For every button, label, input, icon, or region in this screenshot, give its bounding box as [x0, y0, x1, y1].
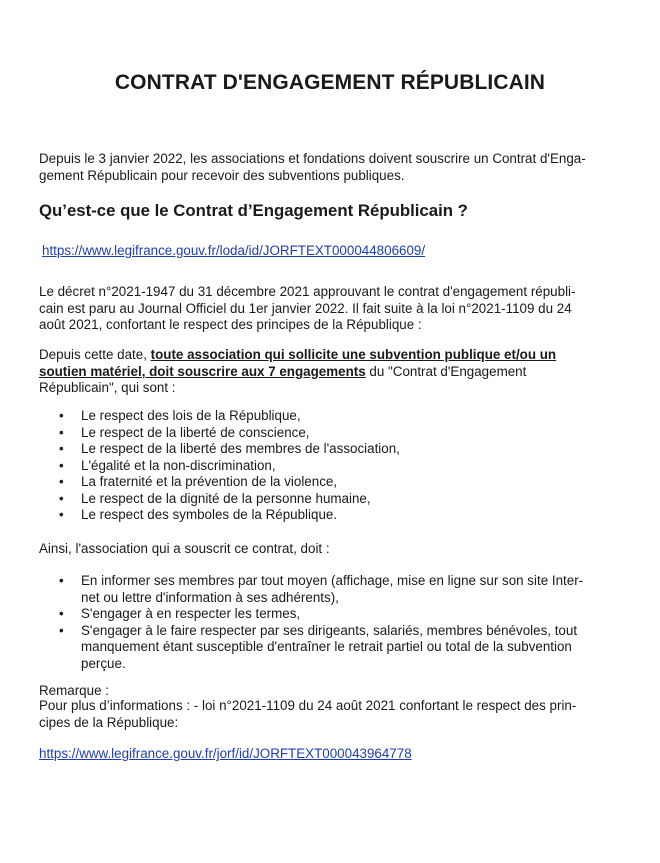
since-paragraph	[39, 347, 599, 397]
duty-item	[39, 623, 599, 673]
since-bold-text: toute association qui sollicite une subvention publique et/ou un	[150, 347, 557, 362]
section-heading: Qu’est-ce que le Contrat d’Engagement Républicain ?	[39, 201, 468, 220]
remarque-label: Remarque :	[39, 683, 109, 698]
document-title: CONTRAT D'ENGAGEMENT RÉPUBLICAIN	[114, 71, 546, 94]
duty-item	[39, 606, 599, 623]
engagement-item: • Le respect de la liberté de conscience,	[39, 425, 599, 442]
engagement-item: • La fraternité et la prévention de la violence,	[39, 474, 599, 491]
intro-paragraph	[39, 151, 599, 184]
decree-line: août 2021, confortant le respect des principes de la République :	[39, 317, 422, 332]
legifrance-link-1[interactable]: https://www.legifrance.gouv.fr/loda/id/JORFTEXT000044806609/	[42, 243, 426, 258]
engagement-item: • L'égalité et la non-discrimination,	[39, 458, 599, 475]
since-bold-text: soutien matériel, doit souscrire aux 7 engagements	[39, 363, 366, 379]
ainsi-paragraph: Ainsi, l'association qui a souscrit ce contrat, doit :	[39, 541, 330, 556]
engagements-list	[39, 408, 599, 524]
duty-line: S'engager à en respecter les termes,	[81, 606, 301, 621]
since-prefix: Depuis cette date,	[39, 347, 151, 362]
decree-line: Le décret n°2021-1947 du 31 décembre 2021 approuvant le contrat d'engagement républi-	[39, 284, 576, 299]
duty-line: net ou lettre d'information à ses adhérents),	[81, 589, 339, 605]
intro-line: Depuis le 3 janvier 2022, les associations et fondations doivent souscrire un Contrat d'Enga-	[39, 151, 586, 166]
info-line: cipes de la République:	[39, 714, 179, 730]
duty-line: S'engager à le faire respecter par ses dirigeants, salariés, membres bénévoles, tout	[81, 622, 578, 638]
info-paragraph	[39, 698, 599, 731]
engagement-item: • Le respect de la dignité de la personne humaine,	[39, 491, 599, 508]
since-suffix: du "Contrat d'Engagement	[365, 363, 527, 379]
intro-line: gement Républicain pour recevoir des subventions publiques.	[39, 167, 405, 183]
duty-item	[39, 573, 599, 606]
decree-paragraph	[39, 284, 599, 334]
engagement-item: • Le respect de la liberté des membres de l'association,	[39, 441, 599, 458]
engagement-item: • Le respect des lois de la République,	[39, 408, 599, 425]
engagement-item: • Le respect des symboles de la République.	[39, 507, 599, 524]
decree-line: cain est paru au Journal Officiel du 1er janvier 2022. Il fait suite à la loi n°2021-1109 du 24	[39, 300, 572, 316]
duty-line: perçue.	[81, 655, 126, 671]
info-line: Pour plus d’informations : - loi n°2021-1109 du 24 août 2021 confortant le respect des prin-	[39, 698, 577, 713]
legifrance-link-1-wrapper	[42, 243, 602, 260]
duty-line: En informer ses membres par tout moyen (affichage, mise en ligne sur son site Inter-	[81, 573, 584, 588]
since-line: Républicain", qui sont :	[39, 380, 176, 395]
duty-line: manquement étant susceptible d'entraîner le retrait partiel ou total de la subvention	[81, 639, 572, 654]
duties-list	[39, 573, 599, 672]
legifrance-link-2[interactable]: https://www.legifrance.gouv.fr/jorf/id/JORFTEXT000043964778	[39, 746, 412, 761]
legifrance-link-2-wrapper	[39, 746, 599, 763]
